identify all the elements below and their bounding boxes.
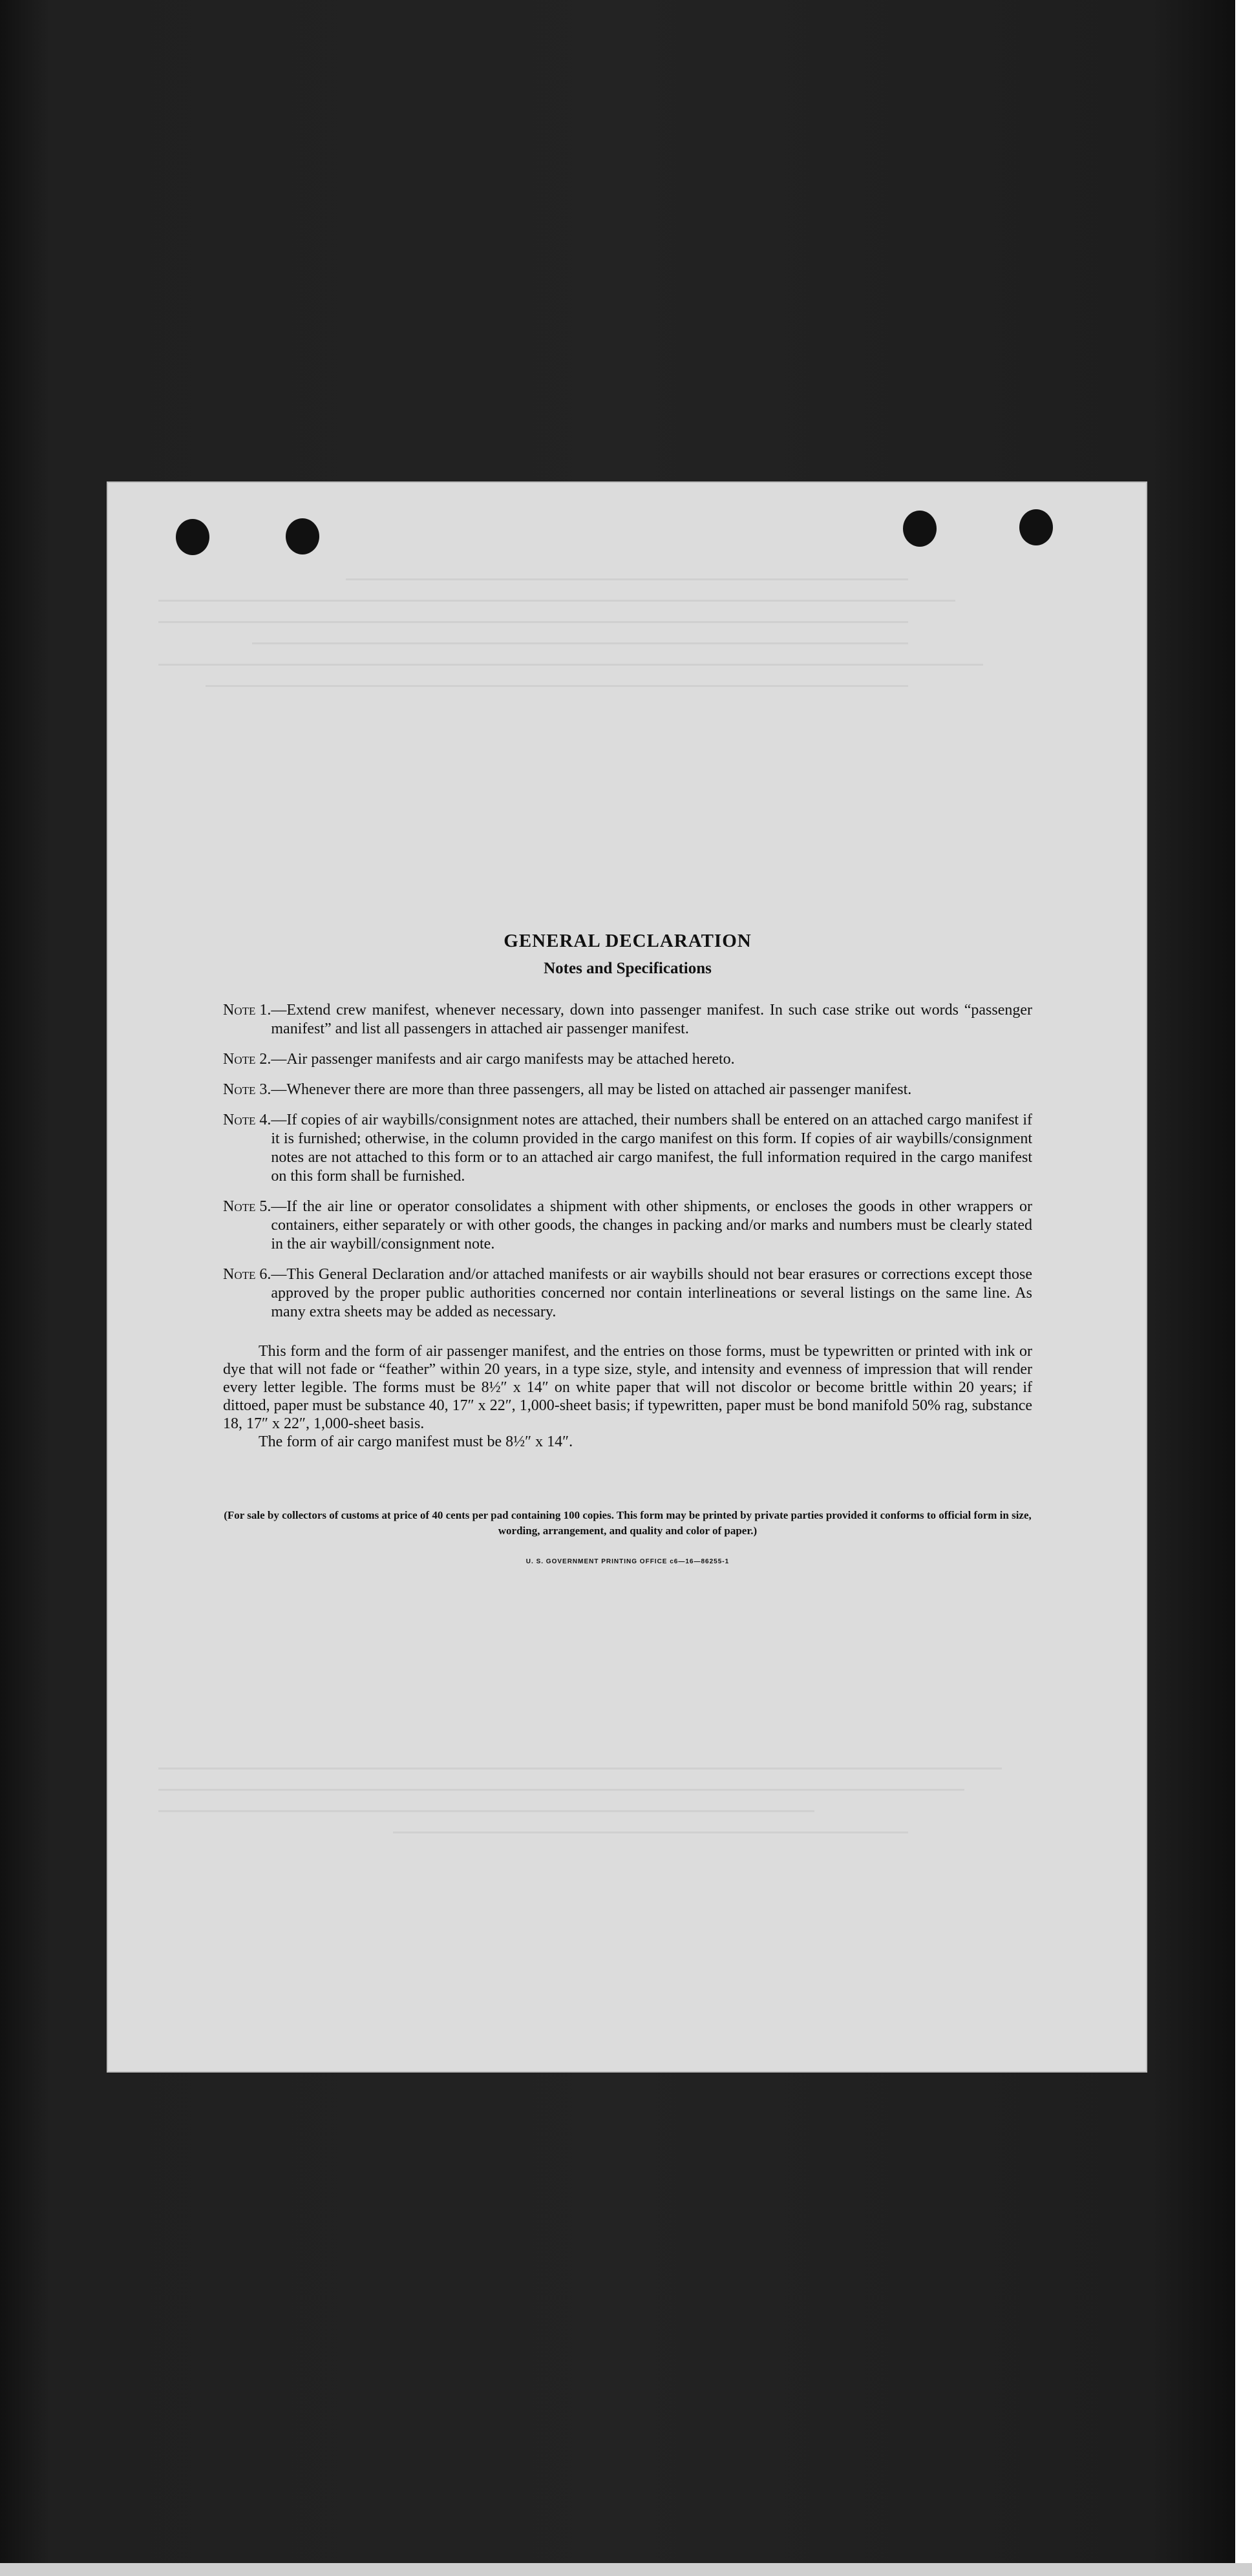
note-6 xyxy=(223,1265,1032,1322)
punch-hole-2 xyxy=(286,518,319,554)
note-text: —Air passenger manifests and air cargo manifests may be attached hereto. xyxy=(271,1051,735,1068)
note-text: —Whenever there are more than three passengers, all may be listed on attached air passenger manifest. xyxy=(271,1081,912,1098)
note-text: —If the air line or operator consolidates a shipment with other shipments, or encloses the goods in other wrappers or containers, either separately or with other goods, the changes in packing and/or marks and numbers must be clearly stated in the air waybill/consignment note. xyxy=(271,1198,1032,1252)
note-text: —Extend crew manifest, whenever necessary, down into passenger manifest. In such case strike out words “passenger manifest” and list all passengers in attached air passenger manifest. xyxy=(271,1002,1032,1037)
note-label: Note 4. xyxy=(223,1112,271,1128)
notes-and-specifications xyxy=(223,931,1032,1565)
reverse-side-bleed-through-lower xyxy=(158,1748,1096,1853)
page-title: GENERAL DECLARATION xyxy=(504,931,752,951)
form-specification-paragraph: This form and the form of air passenger manifest, and the entries on those forms, must be typewritten or printed with ink or dye that will not fade or “feather” within 20 years, in a type size, style, and intensity and evenness of impression that will render every letter legible. The forms must be 8½″ x 14″ on white paper that will not discolor or become brittle within 20 years; if dittoed, paper must be substance 40, 17″ x 22″, 1,000-sheet basis; if typewritten, paper must be bond manifold 50% rag, substance 18, 17″ x 22″, 1,000-sheet basis. xyxy=(223,1343,1032,1432)
punch-hole-4 xyxy=(1019,509,1053,545)
note-3 xyxy=(223,1081,1032,1099)
note-label: Note 6. xyxy=(223,1266,271,1283)
note-4 xyxy=(223,1111,1032,1186)
note-label: Note 1. xyxy=(223,1002,271,1019)
punch-hole-1 xyxy=(176,519,209,555)
scan-edge-bottom xyxy=(0,2563,1252,2576)
scan-edge-right xyxy=(1235,0,1252,2576)
note-label: Note 5. xyxy=(223,1198,271,1215)
note-5 xyxy=(223,1198,1032,1254)
sale-notice: (For sale by collectors of customs at price of 40 cents per pad containing 100 copies. This form may be printed by private parties provided it conforms to official form in size, wording, arrangement, and quality and color of paper.) xyxy=(224,1509,1032,1537)
printer-imprint: U. S. GOVERNMENT PRINTING OFFICE c6—16—86255-1 xyxy=(525,1558,730,1565)
reverse-side-bleed-through xyxy=(158,559,1096,706)
note-text: —If copies of air waybills/consignment notes are attached, their numbers shall be entered on an attached cargo manifest if it is furnished; otherwise, in the column provided in the cargo manifest on this form. If copies of air waybills/consignment notes are not attached to this form or to an attached air cargo manifest, the full information required in the cargo manifest on this form shall be furnished. xyxy=(271,1112,1032,1185)
cargo-manifest-size-line: The form of air cargo manifest must be 8½″ x 14″. xyxy=(259,1433,573,1450)
note-label: Note 3. xyxy=(223,1081,271,1098)
document-sheet xyxy=(107,481,1147,2073)
punch-hole-3 xyxy=(903,511,937,547)
page-subtitle: Notes and Specifications xyxy=(544,960,712,977)
note-2 xyxy=(223,1050,1032,1069)
note-label: Note 2. xyxy=(223,1051,271,1068)
note-1 xyxy=(223,1001,1032,1039)
note-text: —This General Declaration and/or attached manifests or air waybills should not bear erasures or corrections except those approved by the proper public authorities concerned nor contain interlineations or several listings on the same line. As many extra sheets may be added as necessary. xyxy=(271,1266,1032,1320)
